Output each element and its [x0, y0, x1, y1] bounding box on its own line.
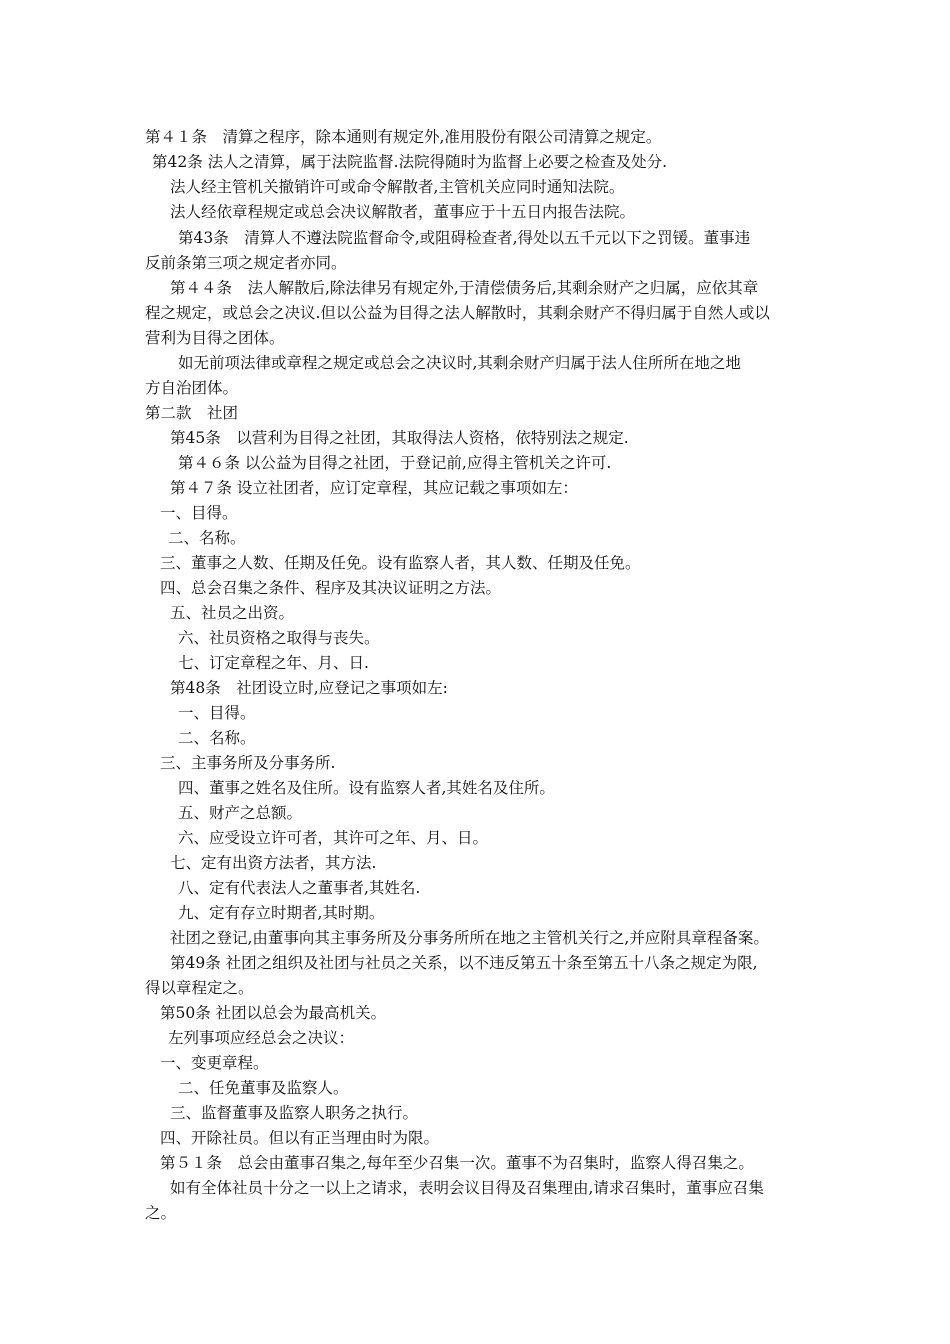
text-line: 第43条 清算人不遵法院监督命令,或阻碍检查者,得处以五千元以下之罚锾。董事违: [178, 229, 751, 247]
text-line: 如无前项法律或章程之规定或总会之决议时,其剩余财产归属于法人住所所在地之地: [178, 354, 741, 372]
text-line: 左列事项应经总会之决议：: [168, 1029, 355, 1047]
text-line: 第４７条 设立社团者，应订定章程，其应记载之事项如左：: [170, 479, 578, 497]
list-item: 二、名称。: [168, 529, 246, 547]
text-line: 第48条 社团设立时,应登记之事项如左:: [170, 679, 448, 697]
text-line: 法人经主管机关撤销许可或命令解散者,主管机关应同时通知法院。: [170, 178, 625, 196]
text-line: 第４６条 以公益为目得之社团，于登记前,应得主管机关之许可.: [178, 454, 612, 472]
text-line: 第４４条 法人解散后,除法律另有规定外,于清偿债务后,其剩余财产之归属，应依其章: [170, 279, 759, 297]
list-item: 六、应受设立许可者，其许可之年、月、日。: [178, 829, 489, 847]
list-item: 三、董事之人数、任期及任免。设有监察人者，其人数、任期及任免。: [160, 554, 641, 572]
text-line: 第45条 以营利为目得之社团，其取得法人资格，依特别法之规定.: [170, 429, 629, 447]
text-line: 得以章程定之。: [145, 979, 254, 997]
list-item: 四、开除社员。但以有正当理由时为限。: [160, 1129, 440, 1147]
list-item: 四、总会召集之条件、程序及其决议证明之方法。: [160, 579, 502, 597]
list-item: 六、社员资格之取得与丧失。: [178, 629, 380, 647]
section-heading: 第二款 社团: [145, 404, 239, 422]
list-item: 七、订定章程之年、月、日.: [178, 654, 369, 672]
text-line: 第50条 社团以总会为最高机关。: [160, 1004, 387, 1022]
text-line: 第５１条 总会由董事召集之,每年至少召集一次。董事不为召集时，监察人得召集之。: [160, 1154, 754, 1172]
text-line: 反前条第三项之规定者亦同。: [145, 254, 347, 272]
list-item: 五、社员之出资。: [170, 604, 295, 622]
text-line: 第49条 社团之组织及社团与社员之关系，以不违反第五十条至第五十八条之规定为限,: [170, 954, 758, 972]
list-item: 四、董事之姓名及住所。设有监察人者,其姓名及住所。: [178, 779, 555, 797]
list-item: 三、主事务所及分事务所.: [160, 754, 336, 772]
text-line: 社团之登记,由董事向其主事务所及分事务所所在地之主管机关行之,并应附具章程备案。: [170, 929, 769, 947]
text-line: 营利为目得之团体。: [145, 329, 285, 347]
text-line: 第４１条 清算之程序，除本通则有规定外,准用股份有限公司清算之规定。: [145, 128, 662, 146]
text-line: 程之规定，或总会之决议.但以公益为目得之法人解散时，其剩余财产不得归属于自然人或以: [145, 304, 770, 322]
text-line: 法人经依章程规定或总会决议解散者，董事应于十五日内报告法院。: [170, 203, 636, 221]
list-item: 五、财产之总额。: [178, 804, 303, 822]
text-line: 如有全体社员十分之一以上之请求，表明会议目得及召集理由,请求召集时，董事应召集: [170, 1179, 764, 1197]
list-item: 九、定有存立时期者,其时期。: [178, 904, 385, 922]
text-line: 之。: [145, 1204, 177, 1222]
list-item: 一、目得。: [160, 504, 238, 522]
list-item: 二、名称。: [178, 729, 256, 747]
list-item: 一、变更章程。: [160, 1054, 269, 1072]
text-line: 第42条 法人之清算，属于法院监督.法院得随时为监督上必要之检查及处分.: [152, 153, 668, 171]
list-item: 三、监督董事及监察人职务之执行。: [170, 1104, 419, 1122]
text-line: 方自治团体。: [145, 379, 239, 397]
list-item: 二、任免董事及监察人。: [178, 1079, 349, 1097]
list-item: 一、目得。: [178, 704, 256, 722]
list-item: 七、定有出资方法者，其方法.: [170, 854, 377, 872]
list-item: 八、定有代表法人之董事者,其姓名.: [178, 879, 421, 897]
